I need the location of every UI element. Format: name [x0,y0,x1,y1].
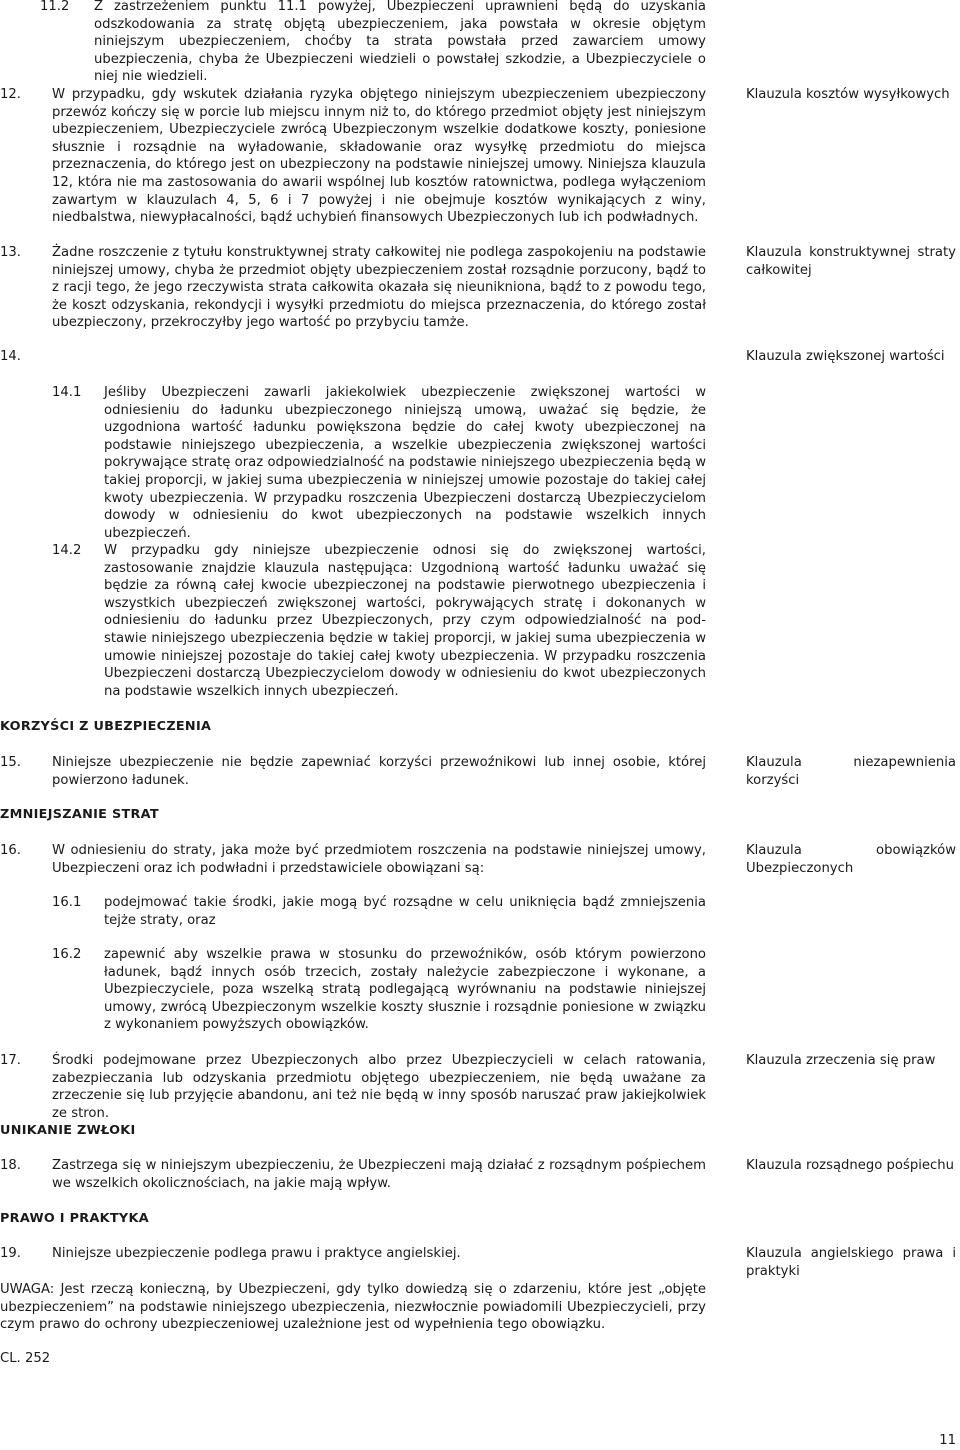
form-code: CL. 252 [0,1351,51,1366]
side-label-16: Klauzula obowiązków Ubezpieczonych [746,843,956,876]
side-label-17: Klauzula zrzeczenia się praw [746,1053,936,1068]
side-label-13: Klauzula konstruktywnej straty całkowitej [746,245,956,278]
side-label-12: Klauzula kosztów wysyłkowych [746,87,950,102]
side-label-14: Klauzula zwiększonej wartości [746,349,945,364]
page-number: 11 [939,1433,956,1448]
subclause-number: 14.1 [52,385,82,400]
clause-number: 15. [0,755,21,770]
clause-number: 13. [0,245,21,260]
clause-text-15: Niniejsze ubezpieczenie nie będzie zapewniać korzyści przewoźnikowi lub innej osobie, której powierzono ładunek. [52,755,706,788]
note-text: UWAGA: Jest rzeczą konieczną, by Ubezpieczeni, gdy tylko dowiedzą się o zdarzeniu, które jest „objęte ubezpieczeniem” na podstawie niniejszego ubezpieczenia, niezwłocznie powiadomili Ubezpieczycieli, przy czym prawo do ochrony ubezpieczeniowej uzależnione jest od wypełnienia tego obowiązku. [0,1282,706,1333]
clause-number: 12. [0,87,21,102]
clause-text-12: W przypadku, gdy wskutek działania ryzyka objętego niniejszym ubezpieczeniem ubezpieczony przewóz kończy się w porcie lub miejscu innym niż to, do którego przedmiot objęty jest niniejszym ubezpieczeniem, Ubezpieczyciele zwrócą Ubezpieczonym wszelkie dodatkowe koszty, poniesione słusznie i rozsądnie na wyładowanie, składowanie oraz wysyłkę przedmiotu do miejsca przeznaczenia, do którego jest on ubezpieczony na podstawie niniejszej umowy. Niniejsza klauzula 12, która nie ma zastosowania do awarii wspólnej lub kosztów ratownictwa, podlega wyłączeniom zawartym w klauzulach 4, 5, 6 i 7 powyżej i nie obejmuje kosztów wynikających z winy, niedbalstwa, niewypłacalności, bądź uchybień finansowych Ubezpieczonych lub ich podwładnych. [52,87,706,226]
section-heading-benefit: KORZYŚCI Z UBEZPIECZENIA [0,719,212,734]
clause-text-11-2: Z zastrzeżeniem punktu 11.1 powyżej, Ubezpieczeni uprawnieni będą do uzyskania odszkodowania za stratę objętą ubezpieczeniem, jaka powstała w okresie objętym niniejszym ubezpieczeniem, choćby ta strata powstała przed zawarciem umowy ubezpieczenia, chyba że Ubezpieczeni wiedzieli o powstałej szkodzie, a Ubezpieczyciele o niej nie wiedzieli. [94,0,706,85]
subclause-number: 16.1 [52,895,82,910]
clause-text-16: W odniesieniu do straty, jaka może być przedmiotem roszczenia na podstawie niniejszej umowy, Ubezpieczeni oraz ich podwładni i przedstawiciele obowiązani są: [52,843,706,876]
side-label-15: Klauzula niezapewnienia korzyści [746,755,956,788]
clause-number: 16. [0,843,21,858]
clause-number: 19. [0,1246,21,1261]
subclause-text-16-1: podejmować takie środki, jakie mogą być rozsądne w celu uniknięcia bądź zmniejszenia tejże straty, oraz [104,895,706,928]
clause-text-13: Żadne roszczenie z tytułu konstruktywnej straty całkowitej nie podlega zaspokojeniu na podstawie niniejszej umowy, chyba że przedmiot objęty ubezpieczeniem został rozsądnie porzucony, bądź to z racji tego, że jego rzeczywista strata całkowita okazała się nieunikniona, bądź to z powodu tego, że koszt odzyskania, rekondycji i wysyłki przedmiotu do miejsca przeznaczenia, do którego został ubezpieczony, przekroczyłby jego wartość po przybyciu tamże. [52,245,706,331]
side-label-18: Klauzula rozsądnego pośpiechu [746,1158,954,1173]
subclause-number: 16.2 [52,947,82,962]
section-heading-delay: UNIKANIE ZWŁOKI [0,1123,136,1138]
clause-number: 11.2 [40,0,70,14]
clause-text-18: Zastrzega się w niniejszym ubezpieczeniu, że Ubezpieczeni mają działać z rozsądnym pośpiechem we wszelkich okolicznościach, na jakie mają wpływ. [52,1158,706,1191]
subclause-text-14-2: W przypadku gdy niniejsze ubezpieczenie odnosi się do zwiększonej wartości, zastosowanie znajdzie klauzula następująca: Uzgodnioną wartość ładunku uważać się będzie za równą całej kwocie ubezpieczonej na podstawie pierwotnego ubezpieczenia i wszystkich ubezpieczeń zwiększonej wartości, pokrywających stratę i dokonanych w odniesieniu do ładunku przez Ubezpieczonych, przy czym odpowiedzialność na pod- stawie niniejszego ubezpieczenia będzie w takiej proporcji, w jakiej suma ubezpieczenia w umowie niniejszej pozostaje do takiej całej kwoty ubezpieczenia. W przypadku roszczenia Ubezpieczeni dostarczą Ubezpieczycielom dowody w odniesieniu do kwot ubezpieczonych na podstawie wszelkich innych ubezpieczeń. [104,543,706,699]
clause-text-17: Środki podejmowane przez Ubezpieczonych albo przez Ubezpieczycieli w celach ratowania, zabezpieczania lub odzyskania przedmiotu objętego ubezpieczeniem, nie będą uważane za zrzeczenie się lub przyjęcie abandonu, ani też nie będą w inny sposób naruszać praw jakiejkolwiek ze stron. [52,1053,706,1121]
subclause-text-16-2: zapewnić aby wszelkie prawa w stosunku do przewoźników, osób którym powierzono ładunek, bądź innych osób trzecich, zostały należycie zabezpieczone i wykonane, a Ubezpieczyciele, poza wszelką stratą podlegającą wyrównaniu na podstawie niniejszej umowy, zwrócą Ubezpieczonym wszelkie koszty słusznie i rozsądnie poniesione w związku z wykonaniem powyższych obowiązków. [104,947,706,1033]
section-heading-law: PRAWO I PRAKTYKA [0,1211,149,1226]
section-heading-minimize: ZMNIEJSZANIE STRAT [0,807,159,822]
clause-number: 14. [0,349,21,364]
side-label-19: Klauzula angielskiego prawa i praktyki [746,1246,956,1279]
subclause-number: 14.2 [52,543,82,558]
clause-number: 18. [0,1158,21,1173]
clause-text-19: Niniejsze ubezpieczenie podlega prawu i praktyce angielskiej. [52,1246,461,1261]
clause-number: 17. [0,1053,21,1068]
subclause-text-14-1: Jeśliby Ubezpieczeni zawarli jakiekolwiek ubezpieczenie zwiększonej wartości w odniesieniu do ładunku ubezpieczonego niniejszą umową, uważać się będzie, że uzgodniona wartość ładunku powiększona będzie do całej kwoty ubezpieczonej na podstawie niniejszego ubezpieczenia, a wszelkie ubezpieczenia zwiększonej wartości pokrywające stratę oraz odpowiedzialność na podstawie niniejszego ubezpieczenia będą w takiej proporcji, w jakiej suma ubezpieczenia w niniejszej umowie pozostaje do takiej całej kwoty ubezpieczenia. W przypadku roszczenia Ubezpieczeni dostarczą Ubezpieczycielom dowody w odniesieniu do kwot ubezpieczonych na podstawie wszelkich innych ubezpieczeń. [104,385,706,541]
